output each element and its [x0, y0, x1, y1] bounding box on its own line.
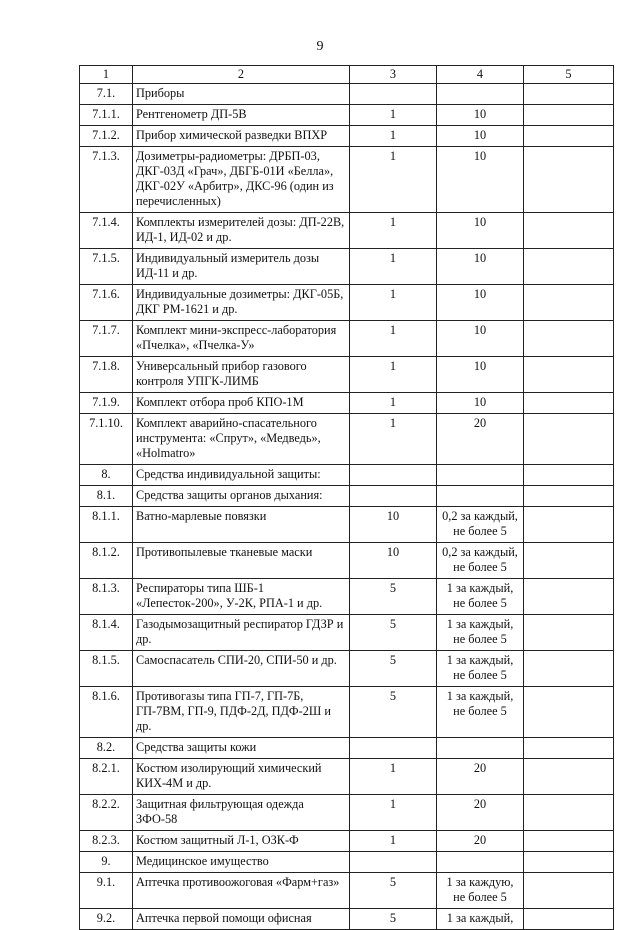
- table-row: [80, 321, 614, 357]
- row-quantity-cell: 1: [350, 414, 437, 465]
- row-number-cell: 7.1.10.: [80, 414, 133, 465]
- row-name-cell: Защитная фильтрующая одежда ЗФО-58: [133, 795, 350, 831]
- row-note-cell: [524, 321, 614, 357]
- row-norm-cell: 10: [437, 321, 524, 357]
- row-quantity-cell: 1: [350, 831, 437, 852]
- row-norm-cell: 20: [437, 795, 524, 831]
- row-note-cell: [524, 126, 614, 147]
- row-norm-cell: 10: [437, 249, 524, 285]
- table-row: [80, 579, 614, 615]
- row-quantity-cell: [350, 852, 437, 873]
- row-number-cell: 7.1.2.: [80, 126, 133, 147]
- row-norm-cell: 0,2 за каждый, не более 5: [437, 543, 524, 579]
- row-quantity-cell: 5: [350, 615, 437, 651]
- table-row: [80, 852, 614, 873]
- table-row: [80, 147, 614, 213]
- row-number-cell: 8.: [80, 465, 133, 486]
- row-number-cell: 8.2.3.: [80, 831, 133, 852]
- row-number-cell: 8.1.: [80, 486, 133, 507]
- row-name-cell: Средства индивидуальной защиты:: [133, 465, 350, 486]
- row-norm-cell: 1 за каждый, не более 5: [437, 579, 524, 615]
- row-quantity-cell: [350, 486, 437, 507]
- row-number-cell: 7.1.4.: [80, 213, 133, 249]
- row-note-cell: [524, 687, 614, 738]
- row-number-cell: 8.1.3.: [80, 579, 133, 615]
- table-row: [80, 831, 614, 852]
- row-quantity-cell: 5: [350, 873, 437, 909]
- row-number-cell: 9.: [80, 852, 133, 873]
- row-number-cell: 8.2.1.: [80, 759, 133, 795]
- row-norm-cell: 10: [437, 105, 524, 126]
- row-quantity-cell: 1: [350, 357, 437, 393]
- row-number-cell: 8.1.1.: [80, 507, 133, 543]
- row-number-cell: 7.1.3.: [80, 147, 133, 213]
- row-number-cell: 8.1.5.: [80, 651, 133, 687]
- row-norm-cell: 20: [437, 831, 524, 852]
- equipment-table: [79, 65, 614, 930]
- row-number-cell: 9.1.: [80, 873, 133, 909]
- row-name-cell: Комплект аварийно-спасательного инструмента: «Спрут», «Медведь», «Holmatro»: [133, 414, 350, 465]
- row-norm-cell: 1 за каждый, не более 5: [437, 615, 524, 651]
- row-quantity-cell: 5: [350, 651, 437, 687]
- row-name-cell: Комплект отбора проб КПО-1М: [133, 393, 350, 414]
- table-row: [80, 738, 614, 759]
- row-quantity-cell: 1: [350, 285, 437, 321]
- row-norm-cell: 20: [437, 759, 524, 795]
- row-note-cell: [524, 831, 614, 852]
- table-row: [80, 543, 614, 579]
- table-row: [80, 615, 614, 651]
- row-norm-cell: 10: [437, 285, 524, 321]
- row-note-cell: [524, 486, 614, 507]
- row-norm-cell: 1 за каждую, не более 5: [437, 873, 524, 909]
- row-note-cell: [524, 213, 614, 249]
- row-quantity-cell: 10: [350, 543, 437, 579]
- row-norm-cell: [437, 486, 524, 507]
- table-row: [80, 249, 614, 285]
- row-name-cell: Медицинское имущество: [133, 852, 350, 873]
- row-number-cell: 9.2.: [80, 909, 133, 930]
- row-name-cell: Аптечка противоожоговая «Фарм+газ»: [133, 873, 350, 909]
- table-row: [80, 687, 614, 738]
- row-name-cell: Противопылевые тканевые маски: [133, 543, 350, 579]
- row-note-cell: [524, 852, 614, 873]
- row-norm-cell: 10: [437, 126, 524, 147]
- row-number-cell: 8.1.4.: [80, 615, 133, 651]
- table-row: [80, 414, 614, 465]
- row-note-cell: [524, 759, 614, 795]
- row-quantity-cell: 1: [350, 759, 437, 795]
- row-note-cell: [524, 84, 614, 105]
- table-row: [80, 84, 614, 105]
- row-quantity-cell: [350, 738, 437, 759]
- table-header-row: [80, 66, 614, 84]
- table-row: [80, 507, 614, 543]
- row-note-cell: [524, 357, 614, 393]
- row-number-cell: 7.1.: [80, 84, 133, 105]
- row-name-cell: Индивидуальные дозиметры: ДКГ-05Б, ДКГ РМ-1621 и др.: [133, 285, 350, 321]
- row-note-cell: [524, 393, 614, 414]
- table-row: [80, 393, 614, 414]
- row-name-cell: Индивидуальный измеритель дозы ИД-11 и др.: [133, 249, 350, 285]
- row-name-cell: Приборы: [133, 84, 350, 105]
- row-norm-cell: 1 за каждый, не более 5: [437, 651, 524, 687]
- row-quantity-cell: 1: [350, 249, 437, 285]
- row-name-cell: Дозиметры-радиометры: ДРБП-03, ДКГ-03Д «Грач», ДБГБ-01И «Белла», ДКГ-02У «Арбитр», ДКС-96 (один из перечисленных): [133, 147, 350, 213]
- table-row: [80, 795, 614, 831]
- row-note-cell: [524, 651, 614, 687]
- row-name-cell: Средства защиты кожи: [133, 738, 350, 759]
- row-name-cell: Ватно-марлевые повязки: [133, 507, 350, 543]
- row-norm-cell: 0,2 за каждый, не более 5: [437, 507, 524, 543]
- row-note-cell: [524, 414, 614, 465]
- row-name-cell: Рентгенометр ДП-5В: [133, 105, 350, 126]
- row-name-cell: Противогазы типа ГП-7, ГП-7Б, ГП-7ВМ, ГП-9, ПДФ-2Д, ПДФ-2Ш и др.: [133, 687, 350, 738]
- row-number-cell: 8.2.: [80, 738, 133, 759]
- row-norm-cell: 1 за каждый, не более 5: [437, 687, 524, 738]
- table-row: [80, 873, 614, 909]
- row-number-cell: 7.1.1.: [80, 105, 133, 126]
- table-row: [80, 465, 614, 486]
- table-row: [80, 651, 614, 687]
- row-number-cell: 7.1.8.: [80, 357, 133, 393]
- row-name-cell: Респираторы типа ШБ-1 «Лепесток-200», У-2К, РПА-1 и др.: [133, 579, 350, 615]
- row-number-cell: 8.1.2.: [80, 543, 133, 579]
- header-cell-4: 4: [437, 66, 524, 84]
- header-cell-1: 1: [80, 66, 133, 84]
- row-note-cell: [524, 579, 614, 615]
- table-row: [80, 126, 614, 147]
- row-name-cell: Аптечка первой помощи офисная: [133, 909, 350, 930]
- row-norm-cell: 1 за каждый,: [437, 909, 524, 930]
- row-note-cell: [524, 147, 614, 213]
- row-norm-cell: 20: [437, 414, 524, 465]
- page-number: 9: [316, 39, 324, 54]
- row-quantity-cell: 1: [350, 147, 437, 213]
- row-number-cell: 7.1.5.: [80, 249, 133, 285]
- row-name-cell: Костюм изолирующий химический КИХ-4М и др.: [133, 759, 350, 795]
- row-number-cell: 8.2.2.: [80, 795, 133, 831]
- row-quantity-cell: 5: [350, 909, 437, 930]
- row-name-cell: Самоспасатель СПИ-20, СПИ-50 и др.: [133, 651, 350, 687]
- row-note-cell: [524, 507, 614, 543]
- row-note-cell: [524, 615, 614, 651]
- row-note-cell: [524, 795, 614, 831]
- row-note-cell: [524, 105, 614, 126]
- row-number-cell: 7.1.9.: [80, 393, 133, 414]
- row-quantity-cell: 5: [350, 687, 437, 738]
- row-note-cell: [524, 465, 614, 486]
- row-note-cell: [524, 543, 614, 579]
- table-row: [80, 357, 614, 393]
- row-quantity-cell: [350, 465, 437, 486]
- row-note-cell: [524, 285, 614, 321]
- row-name-cell: Костюм защитный Л-1, ОЗК-Ф: [133, 831, 350, 852]
- header-cell-5: 5: [524, 66, 614, 84]
- table-row: [80, 909, 614, 930]
- header-cell-2: 2: [133, 66, 350, 84]
- row-quantity-cell: 1: [350, 795, 437, 831]
- table-row: [80, 105, 614, 126]
- row-note-cell: [524, 909, 614, 930]
- row-note-cell: [524, 873, 614, 909]
- row-quantity-cell: 1: [350, 105, 437, 126]
- row-name-cell: Прибор химической разведки ВПХР: [133, 126, 350, 147]
- row-name-cell: Универсальный прибор газового контроля УПГК-ЛИМБ: [133, 357, 350, 393]
- row-norm-cell: [437, 738, 524, 759]
- table-row: [80, 759, 614, 795]
- table-row: [80, 285, 614, 321]
- row-number-cell: 7.1.7.: [80, 321, 133, 357]
- row-number-cell: 8.1.6.: [80, 687, 133, 738]
- row-norm-cell: 10: [437, 393, 524, 414]
- row-quantity-cell: 1: [350, 393, 437, 414]
- row-quantity-cell: 1: [350, 321, 437, 357]
- row-number-cell: 7.1.6.: [80, 285, 133, 321]
- table-row: [80, 213, 614, 249]
- row-name-cell: Средства защиты органов дыхания:: [133, 486, 350, 507]
- row-norm-cell: [437, 852, 524, 873]
- row-note-cell: [524, 249, 614, 285]
- row-quantity-cell: 1: [350, 126, 437, 147]
- row-norm-cell: 10: [437, 357, 524, 393]
- row-quantity-cell: 10: [350, 507, 437, 543]
- row-norm-cell: 10: [437, 213, 524, 249]
- header-cell-3: 3: [350, 66, 437, 84]
- row-name-cell: Комплект мини-экспресс-лаборатория «Пчелка», «Пчелка-У»: [133, 321, 350, 357]
- row-norm-cell: 10: [437, 147, 524, 213]
- table-row: [80, 486, 614, 507]
- row-note-cell: [524, 738, 614, 759]
- row-name-cell: Комплекты измерителей дозы: ДП-22В, ИД-1, ИД-02 и др.: [133, 213, 350, 249]
- row-norm-cell: [437, 84, 524, 105]
- row-quantity-cell: [350, 84, 437, 105]
- row-norm-cell: [437, 465, 524, 486]
- row-quantity-cell: 1: [350, 213, 437, 249]
- row-quantity-cell: 5: [350, 579, 437, 615]
- row-name-cell: Газодымозащитный респиратор ГДЗР и др.: [133, 615, 350, 651]
